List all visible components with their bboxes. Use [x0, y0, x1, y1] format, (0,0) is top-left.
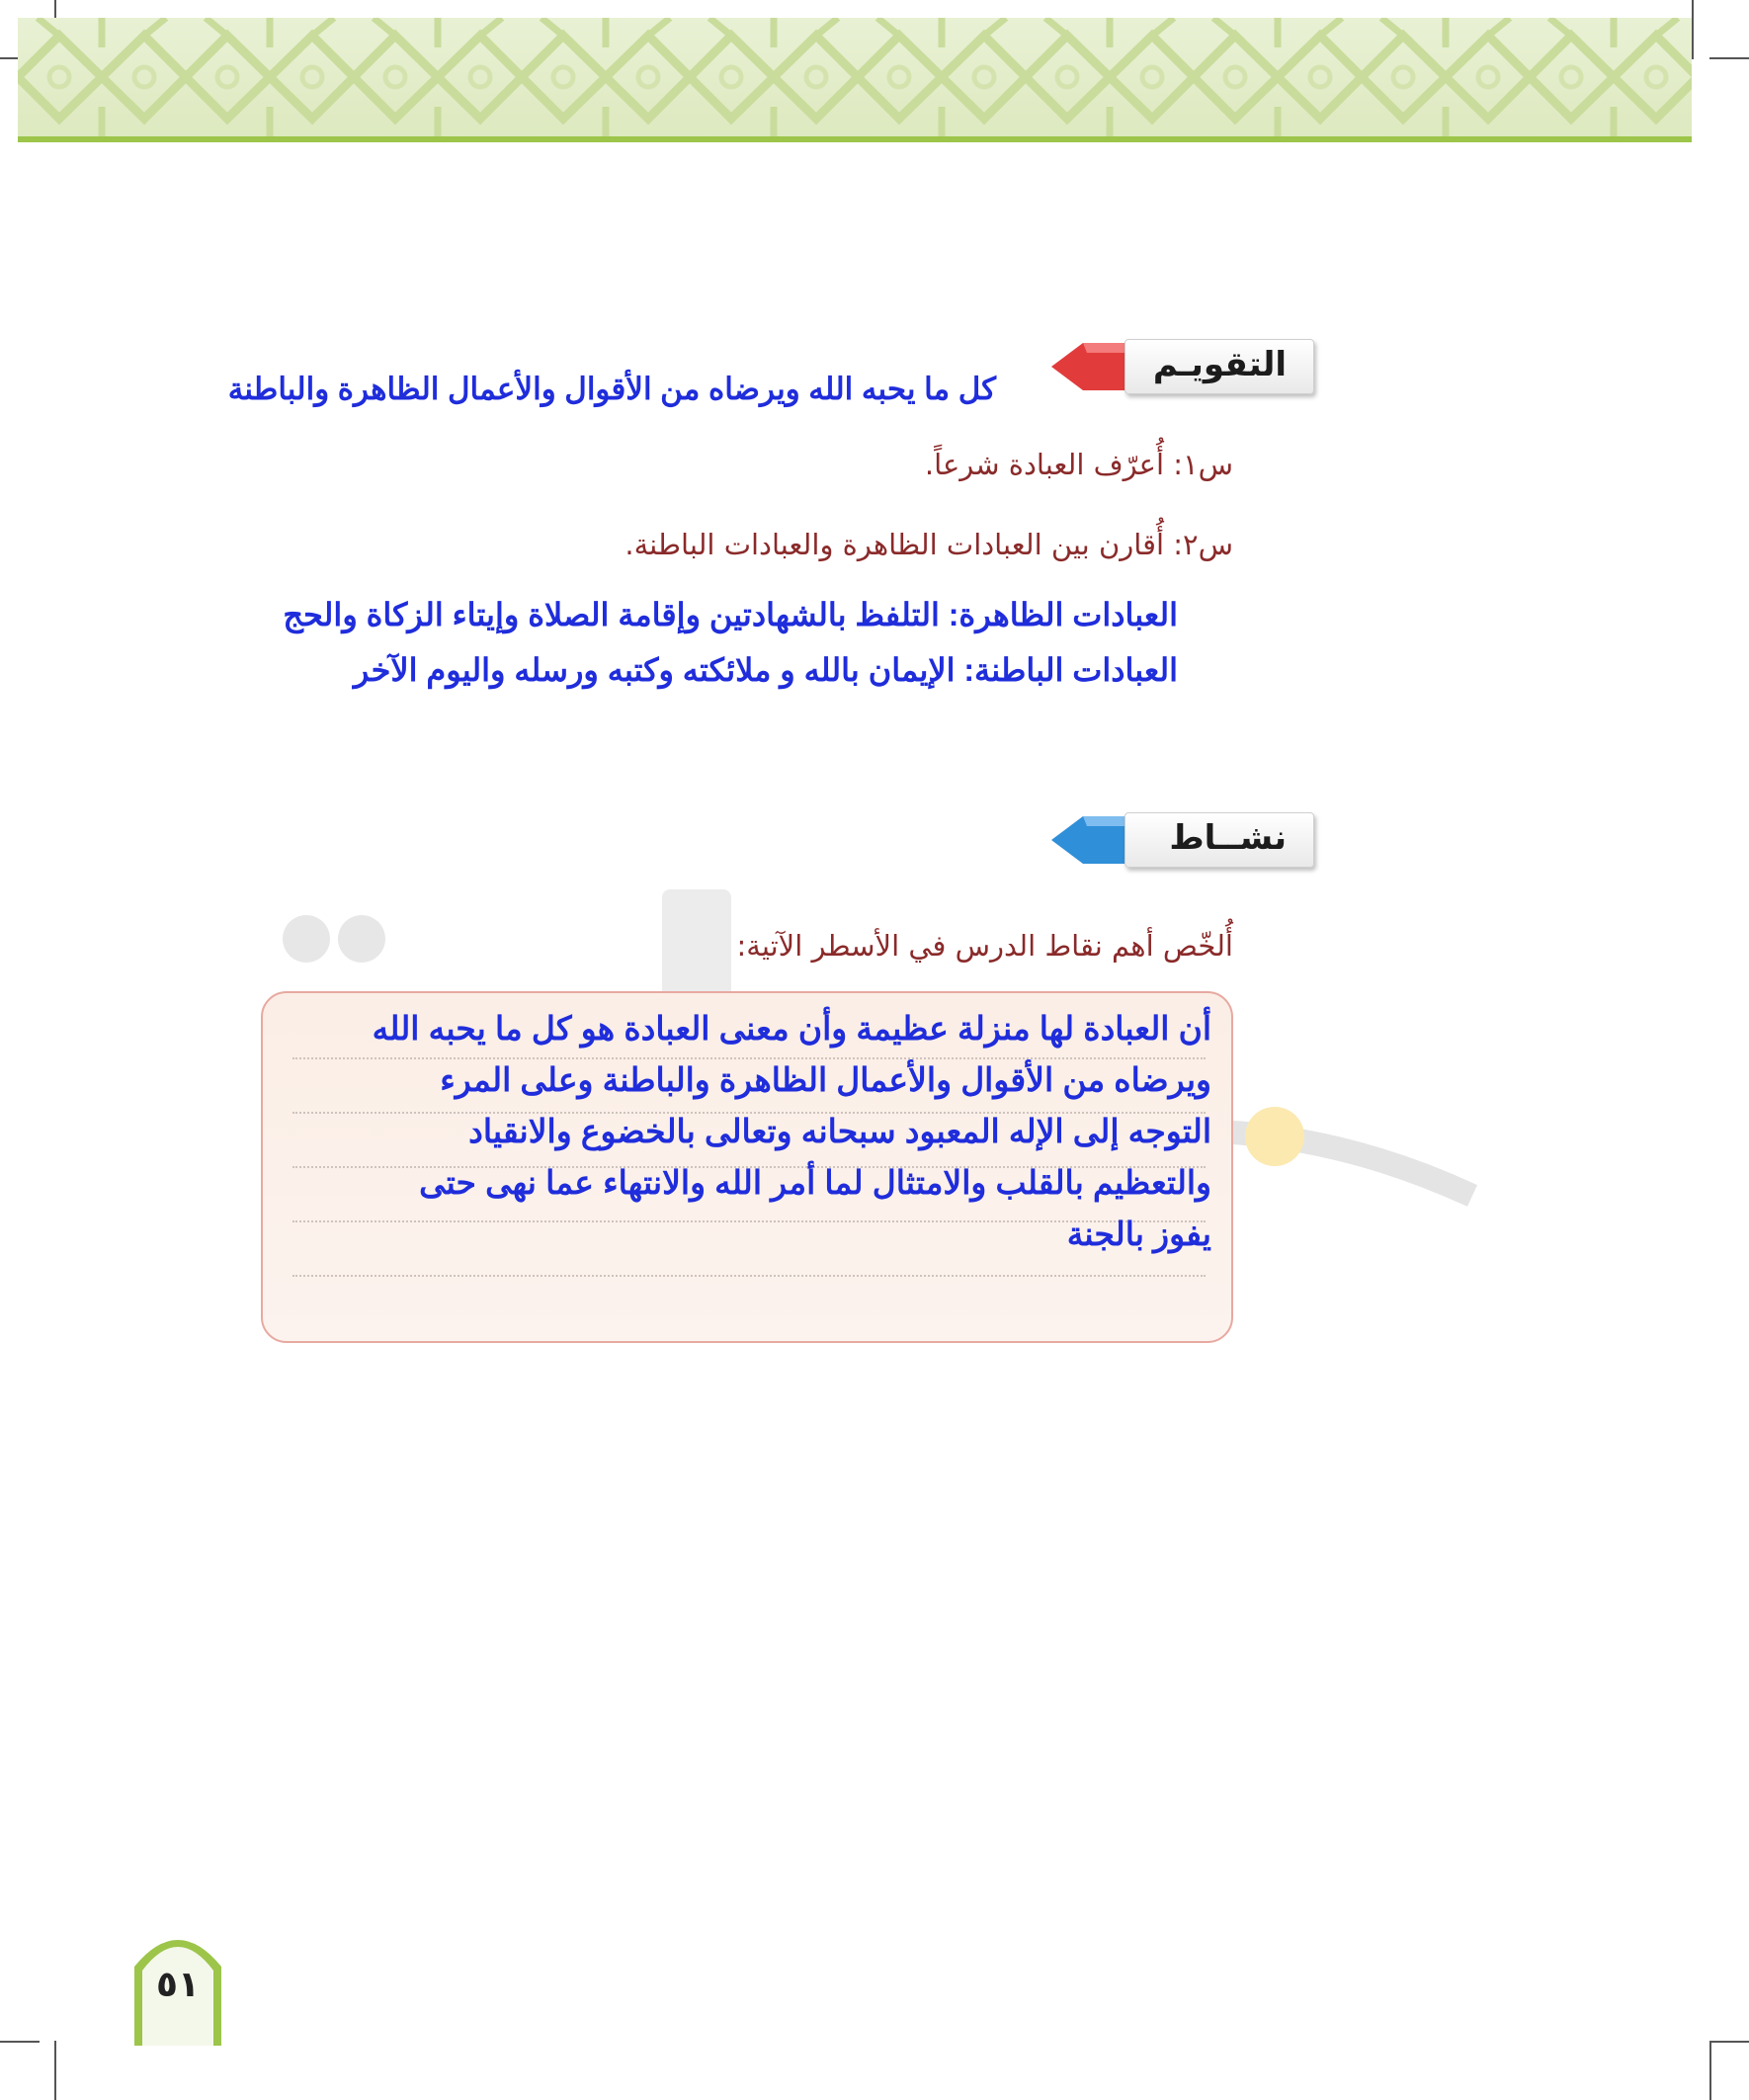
page-number: ٥١ [156, 1965, 200, 2005]
evaluation-title: التقويـم [1152, 345, 1287, 384]
activity-prompt: أُلخّص أهم نقاط الدرس في الأسطر الآتية: [736, 929, 1233, 963]
answer-2-line-2: العبادات الباطنة: الإيمان بالله و ملائكته وكتبه ورسله واليوم الآخر [353, 652, 1178, 688]
summary-line-3: التوجه إلى الإله المعبود سبحانه وتعالى بالخضوع والانقياد [468, 1113, 1211, 1149]
summary-line-5: يفوز بالجنة [1066, 1216, 1211, 1252]
answer-1: كل ما يحبه الله ويرضاه من الأقوال والأعمال الظاهرة والباطنة [227, 372, 996, 406]
activity-title: نشــاط [1169, 818, 1287, 858]
activity-section-tab [1047, 812, 1314, 870]
crop-mark [1709, 2041, 1749, 2043]
summary-line-2: ويرضاه من الأقوال والأعمال الظاهرة والباطنة وعلى المرء [440, 1061, 1211, 1098]
ruled-line [292, 1057, 1206, 1059]
summary-line-4: والتعظيم بالقلب والامتثال لما أمر الله والانتهاء عما نهى حتى [419, 1164, 1211, 1201]
summary-line-1: أن العبادة لها منزلة عظيمة وأن معنى العبادة هو كل ما يحبه الله [372, 1010, 1211, 1047]
header-rule [18, 136, 1692, 142]
evaluation-section-tab [1047, 339, 1314, 396]
question-1: س١: أُعرّف العبادة شرعاً. [924, 448, 1233, 481]
crop-mark [1709, 57, 1749, 59]
crop-mark [54, 2041, 56, 2100]
arabesque-pattern-icon [18, 18, 1692, 136]
header-pattern-band [18, 18, 1692, 136]
ruled-line [292, 1275, 1206, 1277]
crop-mark [0, 2041, 40, 2043]
answer-2-line-1: العبادات الظاهرة: التلفظ بالشهادتين وإقامة الصلاة وإيتاء الزكاة والحج [283, 597, 1178, 632]
crop-mark [1692, 0, 1694, 59]
crop-mark [1709, 2041, 1711, 2100]
summary-box [261, 991, 1233, 1343]
question-2: س٢: أُقارن بين العبادات الظاهرة والعبادات الباطنة. [625, 528, 1233, 561]
